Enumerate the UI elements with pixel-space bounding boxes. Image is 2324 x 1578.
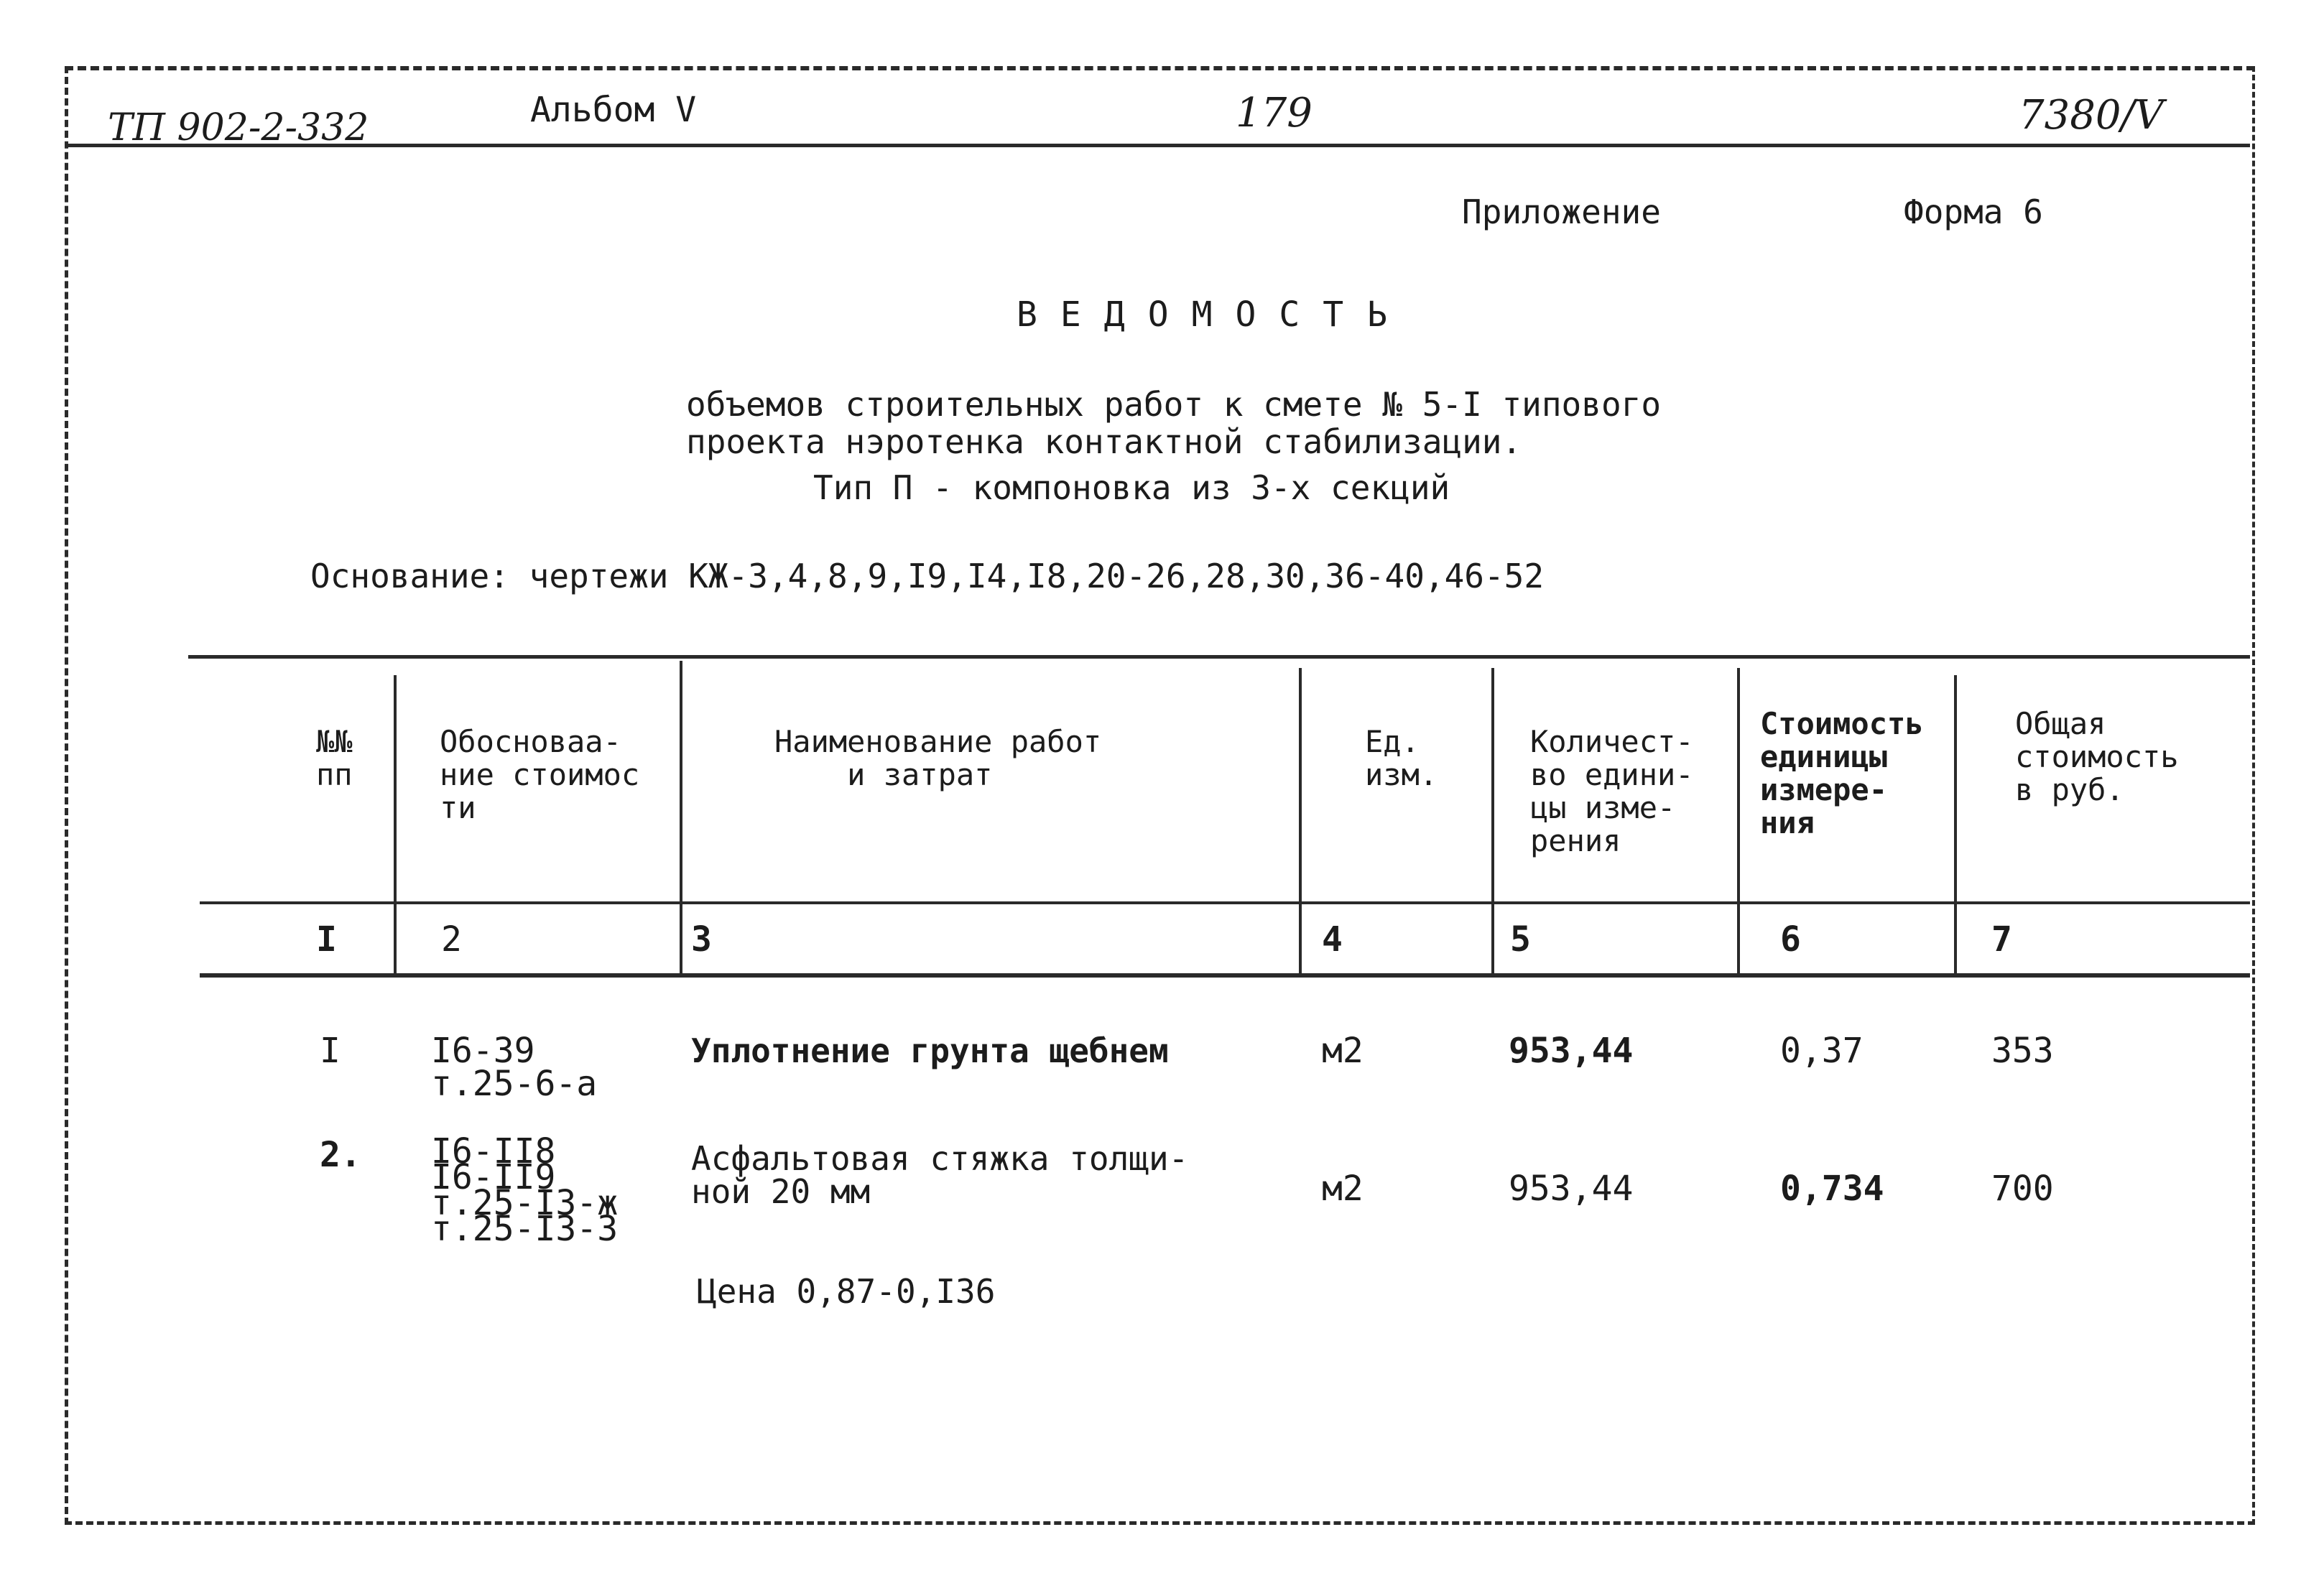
row-work-name: Уплотнение грунта щебнем	[691, 1031, 1169, 1070]
row-total: 353	[1991, 1031, 2054, 1071]
col-divider-1	[394, 675, 397, 975]
col-divider-6	[1954, 675, 1957, 975]
table-top-border	[188, 655, 2250, 659]
col-divider-2	[680, 661, 682, 975]
document-title: ВЕДОМОСТЬ	[1017, 294, 1411, 335]
header-col-basis: Обосноваа- ние стоимос ти	[440, 724, 640, 825]
col-number-6: 6	[1780, 919, 1801, 960]
table-header-bottom	[200, 901, 2250, 904]
row-quantity: 953,44	[1509, 1031, 1634, 1071]
row-basis: I6-39 т.25-6-а	[431, 1031, 598, 1104]
header-col-total: Общая стоимость в руб.	[2015, 706, 2179, 807]
page-number: 179	[1236, 90, 1313, 136]
col-number-2: 2	[441, 919, 462, 960]
basis-line: Основание: чертежи КЖ-3,4,8,9,I9,I4,I8,20-26,28,30,36-40,46-52	[310, 557, 1545, 595]
form-label: Форма 6	[1904, 192, 2043, 231]
table-numbers-bottom	[200, 973, 2250, 978]
project-code: ТП 902-2-332	[108, 106, 369, 149]
row-unit: м2	[1322, 1031, 1364, 1071]
col-divider-3	[1299, 668, 1302, 975]
header-divider	[66, 144, 2250, 147]
subtitle-line-3: Тип П - компоновка из 3-х секций	[813, 468, 1450, 507]
subtitle-line-2: проекта нэротенка контактной стабилизации.	[686, 422, 1522, 461]
row-unit: м2	[1322, 1169, 1364, 1209]
header-col-unit: Ед. изм.	[1365, 724, 1438, 792]
archive-number: 7380/V	[2019, 92, 2164, 139]
price-note: Цена 0,87-0,I36	[697, 1272, 996, 1311]
col-number-4: 4	[1322, 919, 1343, 960]
header-col-name: Наименование работ и затрат	[774, 724, 1102, 792]
appendix-label: Приложение	[1462, 192, 1661, 231]
album-label: Альбом V	[530, 90, 697, 130]
row-basis: I6-II8 I6-II9 т.25-I3-ж т.25-I3-3	[431, 1131, 619, 1249]
col-number-3: 3	[691, 919, 712, 960]
col-number-1: I	[316, 919, 337, 960]
header-col-quantity: Количест- во едини- цы изме- рения	[1530, 724, 1694, 858]
row-total: 700	[1991, 1169, 2054, 1209]
row-quantity: 953,44	[1509, 1169, 1634, 1209]
col-number-7: 7	[1991, 919, 2012, 960]
row-work-name: Асфальтовая стяжка толщи- ной 20 мм	[691, 1139, 1189, 1211]
col-number-5: 5	[1510, 919, 1531, 960]
row-unit-cost: 0,37	[1780, 1031, 1864, 1071]
header-col-unit-cost: Стоимость единицы измере- ния	[1760, 706, 1924, 840]
row-number: I	[320, 1031, 341, 1071]
row-unit-cost: 0,734	[1780, 1169, 1884, 1209]
col-divider-4	[1491, 668, 1494, 975]
header-col-number: №№ пп	[316, 724, 353, 792]
row-number: 2.	[320, 1135, 361, 1175]
subtitle-line-1: объемов строительных работ к смете № 5-I типового	[686, 385, 1662, 424]
col-divider-5	[1737, 668, 1740, 975]
